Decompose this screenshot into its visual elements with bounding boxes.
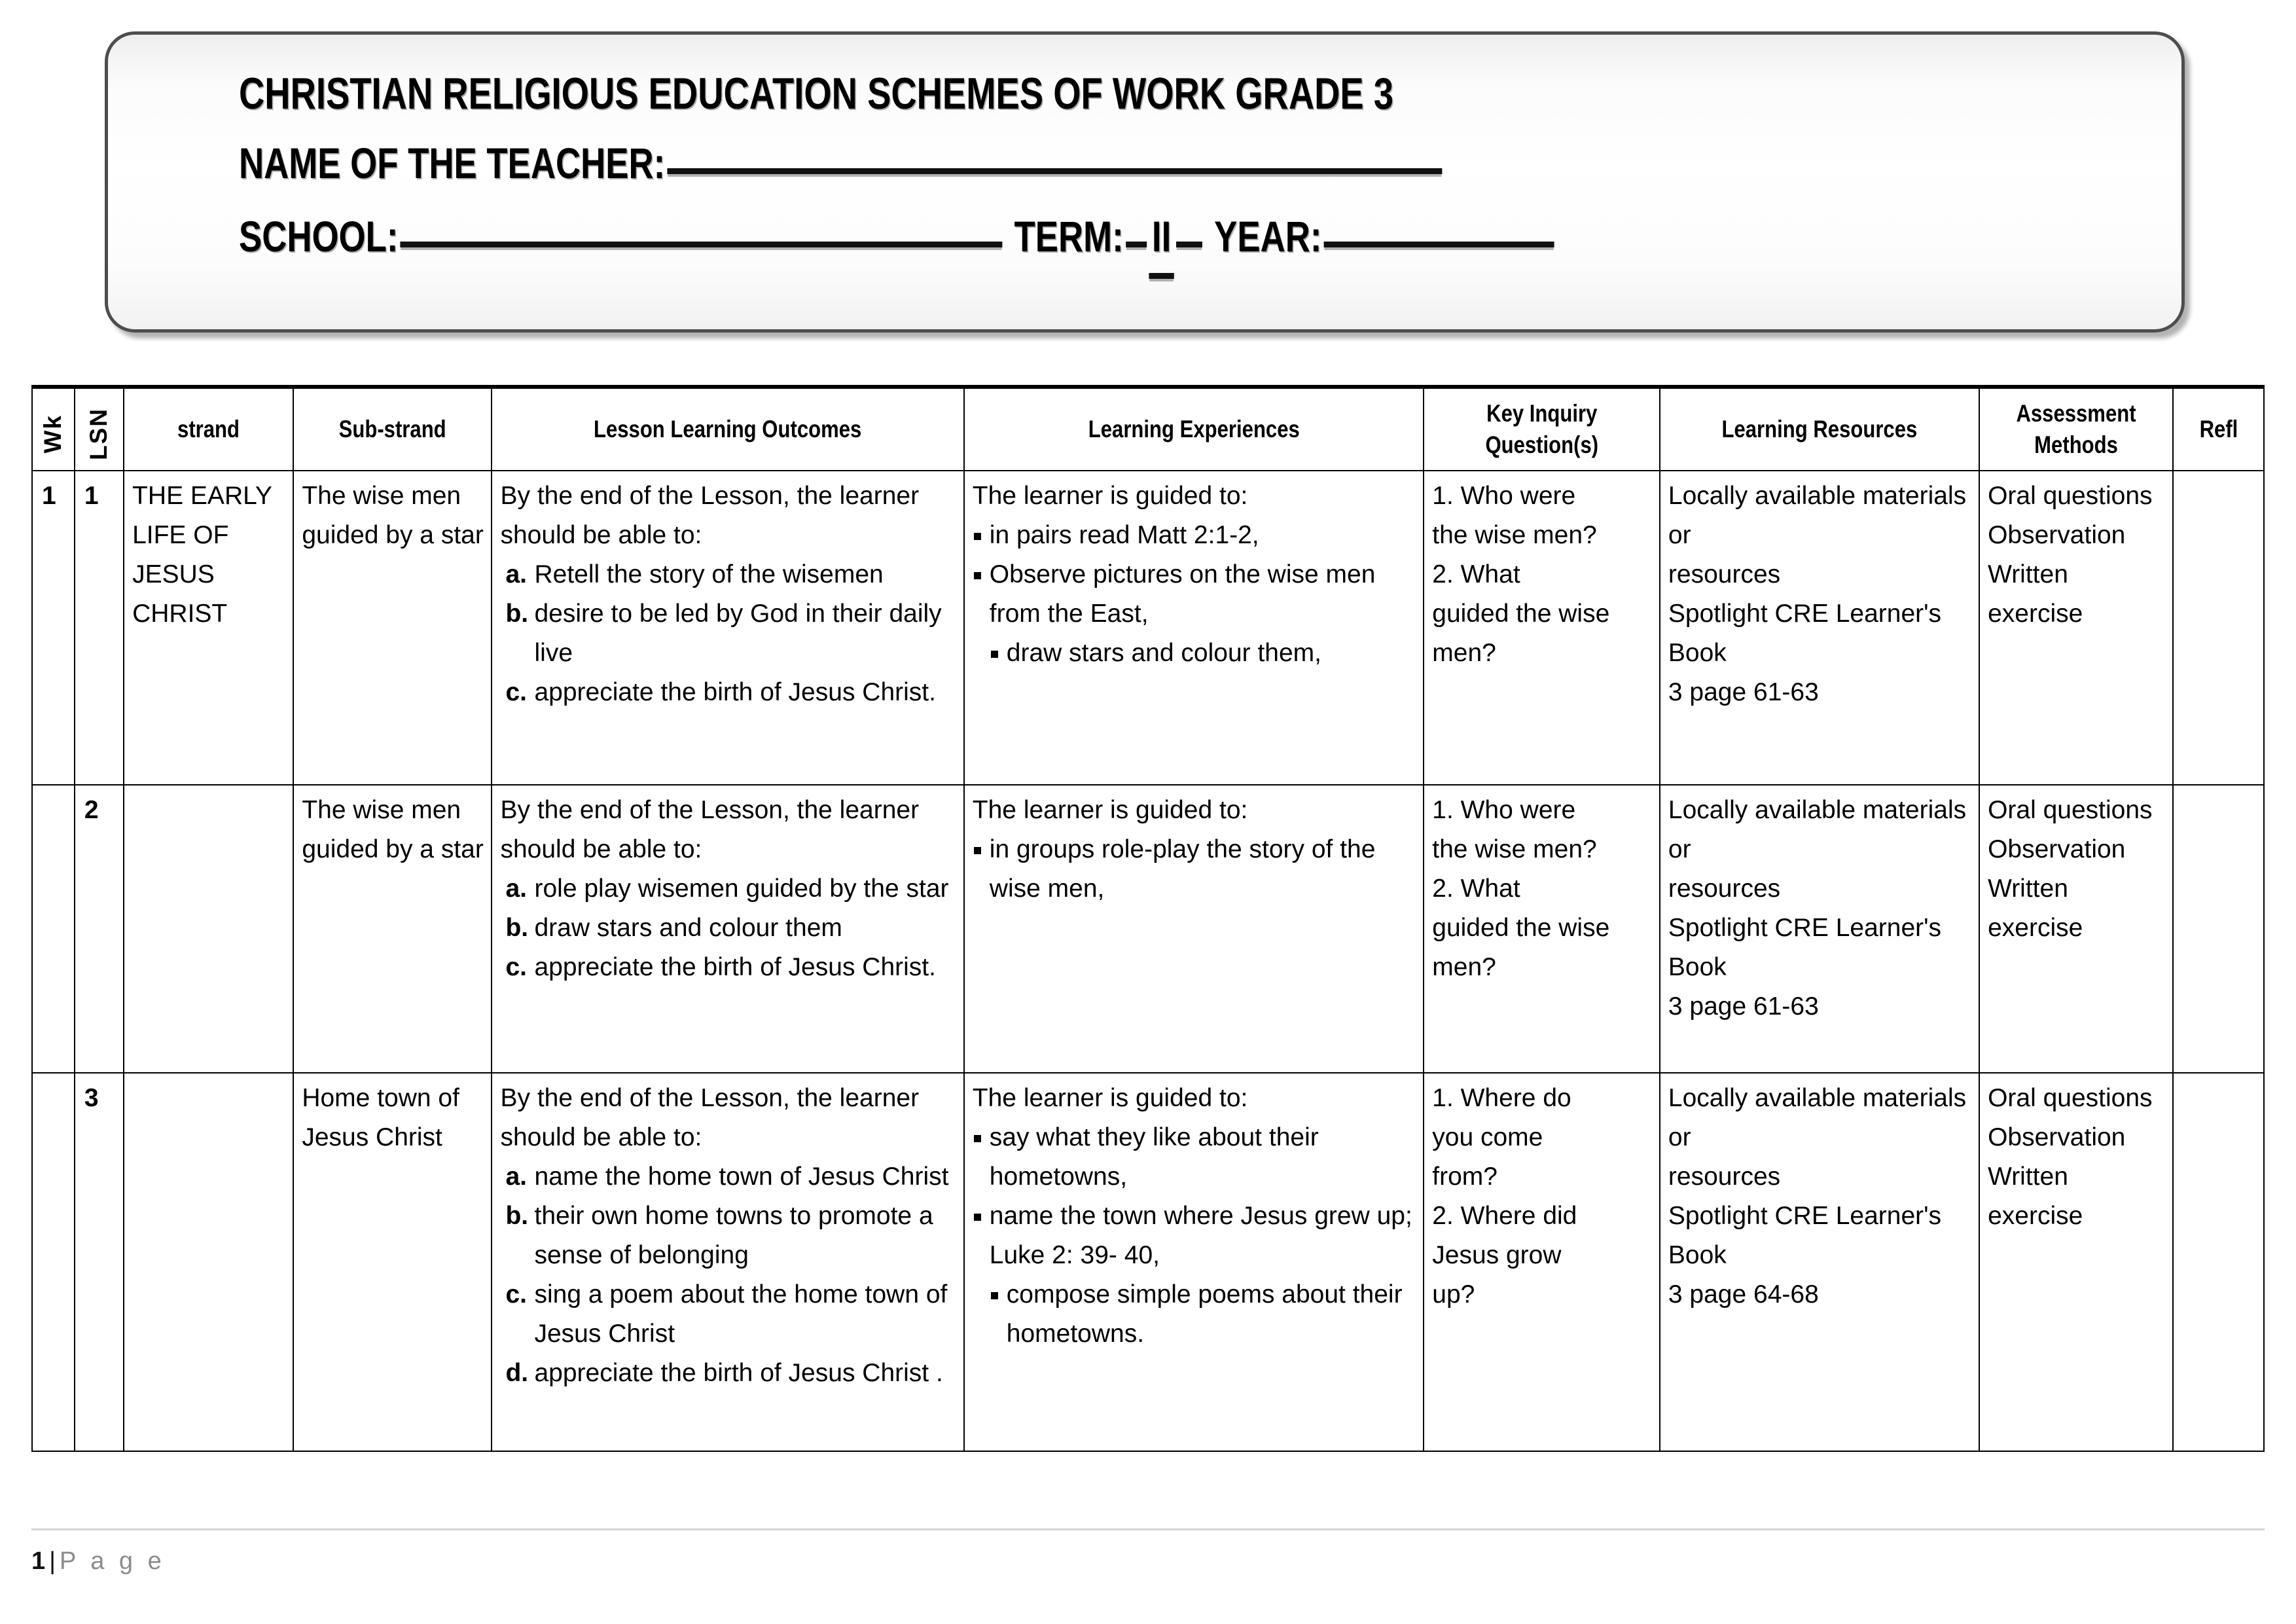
list-item: b. draw stars and colour them <box>505 914 842 942</box>
cell-learning-experiences: The learner is guided to: in groups role-play the story of the wise men, <box>964 785 1424 1073</box>
footer-separator: | <box>49 1547 56 1575</box>
page-footer <box>31 1528 2265 1576</box>
column-header-lsn: LSN <box>75 387 124 471</box>
cell-strand <box>124 1073 293 1451</box>
cell-week <box>32 1073 75 1451</box>
cell-key-inquiry-questions <box>1424 785 1660 1073</box>
list-item: d. appreciate the birth of Jesus Christ . <box>505 1359 943 1387</box>
table-row <box>32 785 2264 1073</box>
cell-sub-strand: The wise men guided by a star <box>293 785 492 1073</box>
experiences-list <box>973 516 1416 673</box>
list-item: b. their own home towns to promote a sense of belonging <box>505 1202 933 1269</box>
cell-lesson-learning-outcomes: By the end of the Lesson, the learner should be able to: a. name the home town of Jesus Christ b. their own home towns to promote a sense of belonging c. sing a poem about the home town of Jesus Christ d. appreciate the birth of Jesus Christ . <box>492 1073 963 1451</box>
cell-week: 1 <box>32 471 75 785</box>
cell-lesson-number: 1 <box>75 471 124 785</box>
teacher-name-blank[interactable] <box>667 168 1442 174</box>
school-label: SCHOOL: <box>239 212 399 261</box>
column-header-assessment-methods: Assessment Methods <box>1979 387 2173 471</box>
column-header-key-inquiry-questions: Key Inquiry Question(s) <box>1424 387 1660 471</box>
column-header-learning-experiences: Learning Experiences <box>964 387 1424 471</box>
cell-lesson-learning-outcomes: By the end of the Lesson, the learner should be able to: a. role play wisemen guided by the star b. draw stars and colour them c. appreciate the birth of Jesus Christ. <box>492 785 963 1073</box>
list-item: compose simple poems about their hometowns. <box>973 1275 1416 1354</box>
school-blank[interactable] <box>401 242 1003 247</box>
cell-strand: THE EARLY LIFE OF JESUS CHRIST <box>124 471 293 785</box>
term-blank-right[interactable] <box>1176 242 1202 247</box>
list-item: in pairs read Matt 2:1-2, <box>973 516 1416 555</box>
resources-lines: Locally available materials or resources Spotlight CRE Learner's Book 3 page 61-63 <box>1668 482 1967 706</box>
cell-week <box>32 785 75 1073</box>
assessment-lines: Oral questions Observation Written exercise <box>1988 1084 2153 1230</box>
cell-key-inquiry-questions <box>1424 471 1660 785</box>
cell-learning-resources <box>1660 1073 1979 1451</box>
list-item: c. sing a poem about the home town of Jesus Christ <box>505 1280 948 1348</box>
column-header-learning-resources: Learning Resources <box>1660 387 1979 471</box>
list-item: name the town where Jesus grew up; Luke 2: 39- 40, <box>973 1197 1416 1275</box>
cell-reflection[interactable] <box>2173 471 2264 785</box>
cell-lesson-number: 2 <box>75 785 124 1073</box>
key-inquiry-lines: 1. Who were the wise men? 2. What guided the wise men? <box>1432 796 1610 981</box>
list-item: in groups role-play the story of the wise men, <box>973 830 1416 909</box>
column-header-lesson-learning-outcomes: Lesson Learning Outcomes <box>492 387 963 471</box>
experiences-list <box>973 1118 1416 1354</box>
cell-sub-strand: Home town of Jesus Christ <box>293 1073 492 1451</box>
list-item: a. name the home town of Jesus Christ <box>505 1163 949 1191</box>
table-header-row <box>32 387 2264 471</box>
table-body <box>32 471 2264 1451</box>
cell-reflection[interactable] <box>2173 1073 2264 1451</box>
cell-learning-resources <box>1660 471 1979 785</box>
list-item: b. desire to be led by God in their daily live <box>505 600 942 667</box>
cell-reflection[interactable] <box>2173 785 2264 1073</box>
experiences-list <box>973 830 1416 909</box>
schemes-of-work-table <box>31 385 2265 1452</box>
assessment-lines: Oral questions Observation Written exercise <box>1988 796 2153 942</box>
table-row <box>32 471 2264 785</box>
column-header-refl: Refl <box>2173 387 2264 471</box>
list-item: draw stars and colour them, <box>973 634 1416 673</box>
document-title: CHRISTIAN RELIGIOUS EDUCATION SCHEMES OF WORK GRADE 3 <box>239 69 1394 118</box>
term-value[interactable]: II <box>1149 200 1174 279</box>
cell-learning-resources <box>1660 785 1979 1073</box>
cell-learning-experiences: The learner is guided to: in pairs read Matt 2:1-2, Observe pictures on the wise men from the East, draw stars and colour them, <box>964 471 1424 785</box>
column-header-wk: Wk <box>32 387 75 471</box>
school-term-year-line <box>239 200 1768 279</box>
list-item: c. appreciate the birth of Jesus Christ. <box>505 678 936 706</box>
key-inquiry-lines: 1. Where do you come from? 2. Where did Jesus grow up? <box>1432 1084 1577 1308</box>
year-blank[interactable] <box>1324 242 1554 247</box>
resources-lines: Locally available materials or resources Spotlight CRE Learner's Book 3 page 64-68 <box>1668 1084 1967 1308</box>
document-header-box <box>105 31 2185 333</box>
footer-page-number: 1 <box>31 1547 46 1575</box>
cell-assessment-methods <box>1979 471 2173 785</box>
column-header-strand: strand <box>124 387 293 471</box>
cell-sub-strand: The wise men guided by a star <box>293 471 492 785</box>
cell-lesson-number: 3 <box>75 1073 124 1451</box>
list-item: a. role play wisemen guided by the star <box>505 875 949 903</box>
list-item: Observe pictures on the wise men from the East, <box>973 555 1416 634</box>
cell-learning-experiences: The learner is guided to: say what they like about their hometowns, name the town where Jesus grew up; Luke 2: 39- 40, compose simple poems about their hometowns. <box>964 1073 1424 1451</box>
footer-page-word: P a g e <box>60 1547 166 1575</box>
resources-lines: Locally available materials or resources Spotlight CRE Learner's Book 3 page 61-63 <box>1668 796 1967 1020</box>
key-inquiry-lines: 1. Who were the wise men? 2. What guided the wise men? <box>1432 482 1610 667</box>
list-item: a. Retell the story of the wisemen <box>505 560 884 588</box>
teacher-name-line <box>239 126 1768 200</box>
column-header-sub-strand: Sub-strand <box>293 387 492 471</box>
teacher-name-label: NAME OF THE TEACHER: <box>239 139 666 187</box>
year-label: YEAR: <box>1214 212 1322 261</box>
list-item: say what they like about their hometowns, <box>973 1118 1416 1197</box>
outcomes-list <box>500 1157 956 1393</box>
list-item: c. appreciate the birth of Jesus Christ. <box>505 953 936 981</box>
outcomes-list <box>500 555 956 712</box>
cell-lesson-learning-outcomes: By the end of the Lesson, the learner should be able to: a. Retell the story of the wisemen b. desire to be led by God in their daily live c. appreciate the birth of Jesus Christ. <box>492 471 963 785</box>
cell-assessment-methods <box>1979 1073 2173 1451</box>
term-blank-left[interactable] <box>1126 242 1147 247</box>
outcomes-list <box>500 869 956 987</box>
assessment-lines: Oral questions Observation Written exercise <box>1988 482 2153 628</box>
cell-strand <box>124 785 293 1073</box>
table-row <box>32 1073 2264 1451</box>
header-inner <box>108 35 2181 329</box>
cell-assessment-methods <box>1979 785 2173 1073</box>
cell-key-inquiry-questions <box>1424 1073 1660 1451</box>
term-label: TERM: <box>1014 212 1124 261</box>
